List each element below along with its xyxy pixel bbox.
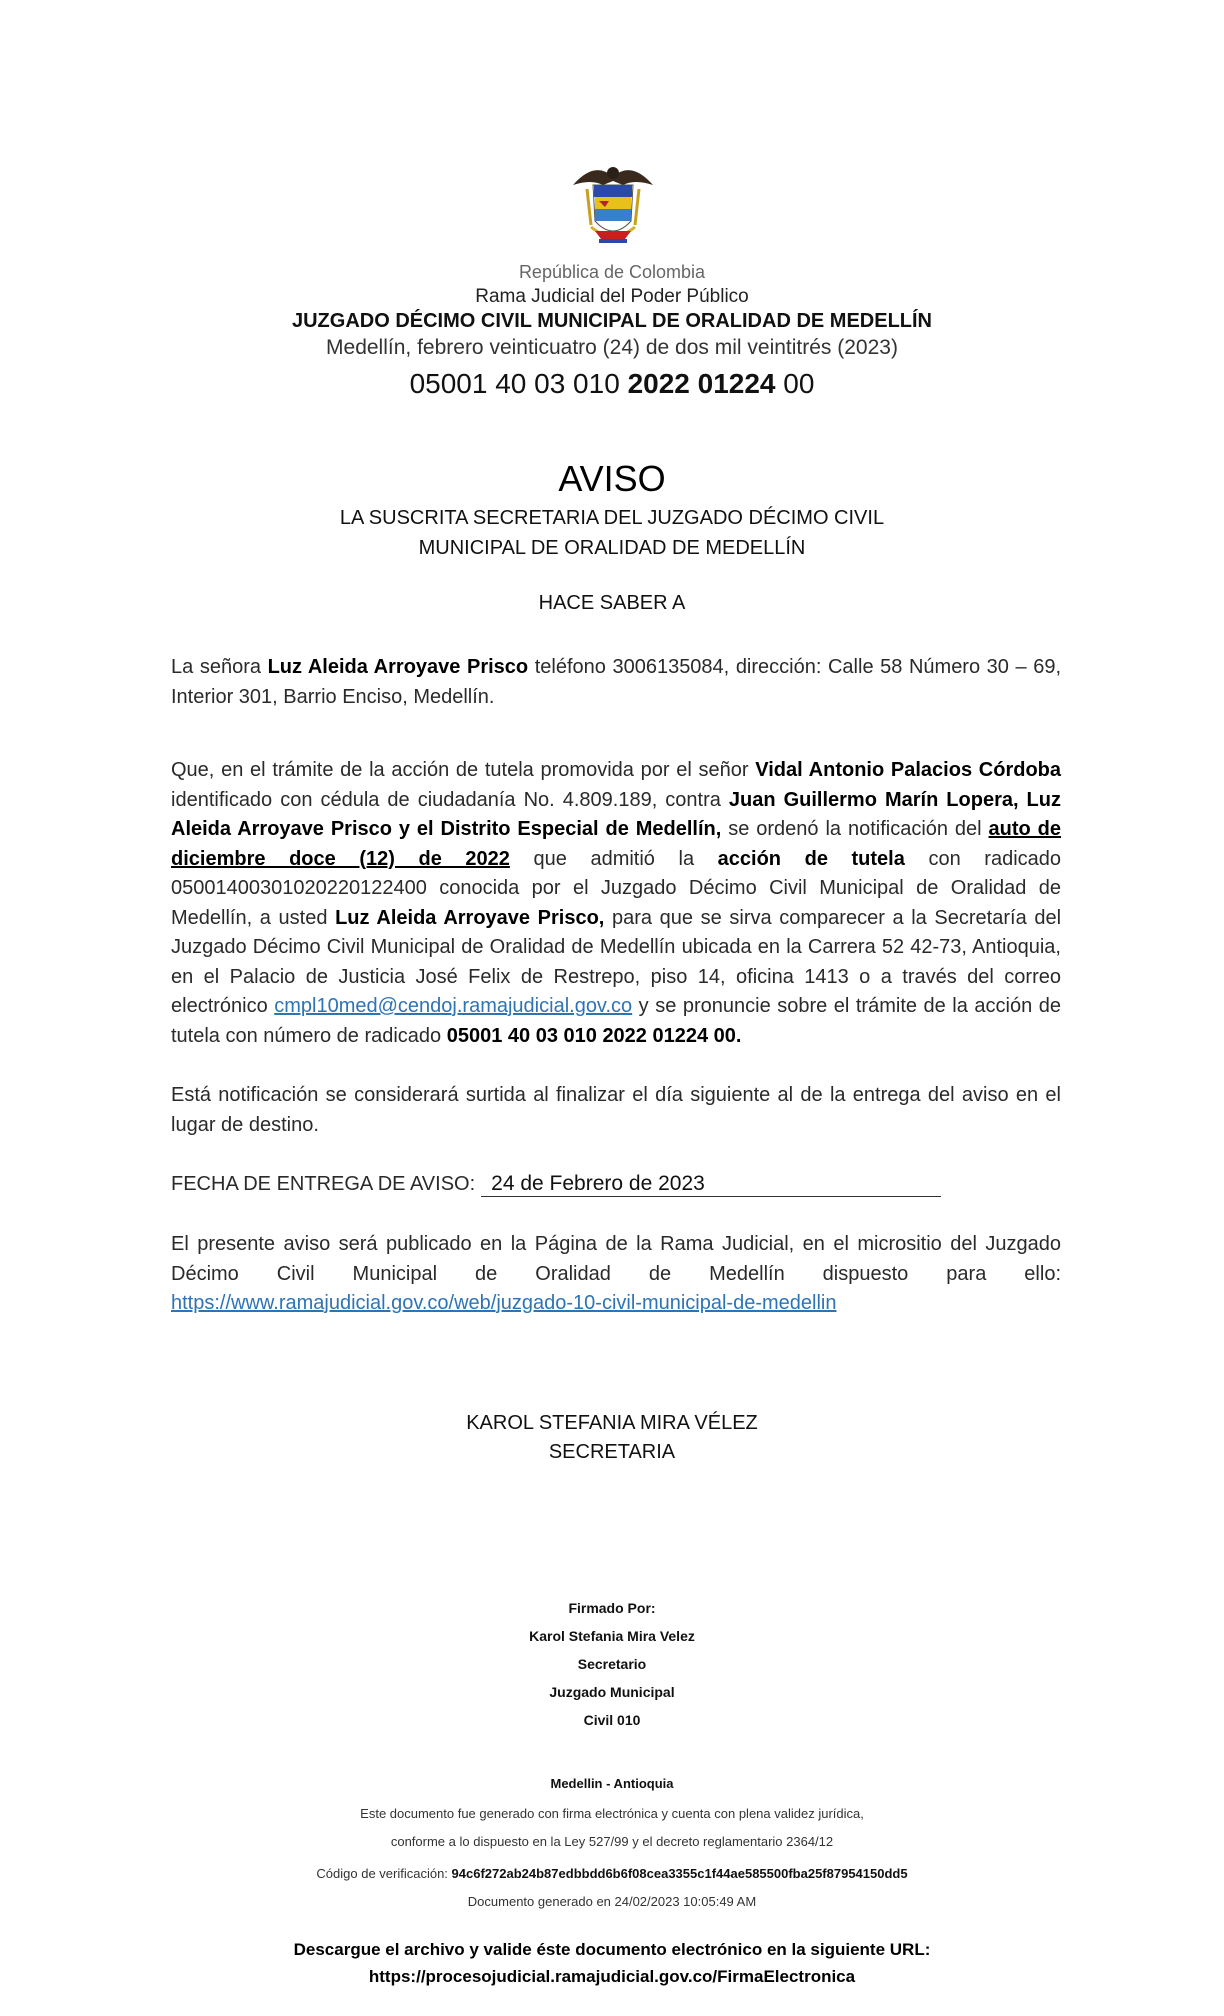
e-signer-court: Juzgado Municipal [549, 1684, 675, 1700]
verification-code: Código de verificación: 94c6f272ab24b87edbbdd6b6f08cea3355c1f44ae585500fba25f87954150dd5 [316, 1866, 908, 1881]
country-name: República de Colombia [518, 262, 706, 282]
document-title: AVISO [558, 458, 666, 499]
document-date: Medellín, febrero veinticuatro (24) de dos mil veintitrés (2023) [326, 336, 898, 359]
publication-paragraph: El presente aviso será publicado en la Página de la Rama Judicial, en el micrositio del Juzgado Décimo Civil Municipal de Oralidad de Medellín dispuesto para ello: https://www.ramajudicial.gov.co/web/juzgado-10-civil-municipal-de-medellin [171, 1233, 1061, 1314]
e-signer-name: Karol Stefania Mira Velez [529, 1628, 695, 1644]
delivery-date-value: 24 de Febrero de 2023 [481, 1172, 941, 1197]
e-signer-court-number: Civil 010 [583, 1712, 641, 1728]
signed-by-label: Firmado Por: [568, 1600, 656, 1616]
addressee-paragraph: La señora Luz Aleida Arroyave Prisco teléfono 3006135084, dirección: Calle 58 Número 30 – 69, Interior 301, Barrio Enciso, Medellín. [171, 656, 1061, 708]
delivery-date-label: FECHA DE ENTREGA DE AVISO: [171, 1173, 476, 1195]
court-email-link[interactable]: cmpl10med@cendoj.ramajudicial.gov.co [274, 995, 633, 1017]
validation-url[interactable]: https://procesojudicial.ramajudicial.gov.co/FirmaElectronica [368, 1967, 856, 1986]
court-name: JUZGADO DÉCIMO CIVIL MUNICIPAL DE ORALIDAD DE MEDELLÍN [291, 310, 933, 332]
e-signer-city: Medellin - Antioquia [550, 1776, 674, 1791]
signer-name: KAROL STEFANIA MIRA VÉLEZ [466, 1412, 758, 1434]
e-signer-role: Secretario [577, 1656, 647, 1672]
generated-timestamp: Documento generado en 24/02/2023 10:05:49 AM [467, 1894, 757, 1909]
case-number: 05001 40 03 010 2022 01224 00 [409, 368, 815, 399]
validity-note-2: conforme a lo dispuesto en la Ley 527/99 y el decreto reglamentario 2364/12 [390, 1834, 834, 1849]
download-instruction: Descargue el archivo y valide éste documento electrónico en la siguiente URL: [293, 1940, 931, 1959]
branch-name: Rama Judicial del Poder Público [475, 286, 749, 307]
colombia-coat-of-arms-icon [565, 155, 661, 255]
notification-note: Está notificación se considerará surtida al finalizar el día siguiente al de la entrega del aviso en el lugar de destino. [171, 1084, 1061, 1136]
microsite-link[interactable]: https://www.ramajudicial.gov.co/web/juzgado-10-civil-municipal-de-medellin [171, 1292, 837, 1314]
signer-role: SECRETARIA [548, 1441, 676, 1463]
document-subtitle: LA SUSCRITA SECRETARIA DEL JUZGADO DÉCIMO CIVIL MUNICIPAL DE ORALIDAD DE MEDELLÍN [339, 507, 885, 559]
hace-saber-heading: HACE SABER A [538, 592, 686, 614]
delivery-date-row [171, 1170, 1061, 1200]
validity-note-1: Este documento fue generado con firma electrónica y cuenta con plena validez jurídica, [360, 1806, 864, 1821]
notice-paragraph: Que, en el trámite de la acción de tutela promovida por el señor Vidal Antonio Palacios Córdoba identificado con cédula de ciudadanía No. 4.809.189, contra Juan Guillermo Marín Lopera, Luz Aleida Arroyave Prisco y el Distrito Especial de Medellín, se ordenó la notificación del auto de diciembre doce (12) de 2022 que admitió la acción de tutela con radicado 05001400301020220122400 conocida por el Juzgado Décimo Civil Municipal de Oralidad de Medellín, a usted Luz Aleida Arroyave Prisco, para que se sirva comparecer a la Secretaría del Juzgado Décimo Civil Municipal de Oralidad de Medellín ubicada en la Carrera 52 42-73, Antioquia, en el Palacio de Justicia José Felix de Restrepo, piso 14, oficina 1413 o a través del correo electrónico cmpl10med@cendoj.ramajudicial.gov.co y se pronuncie sobre el trámite de la acción de tutela con número de radicado 05001 40 03 010 2022 01224 00. [171, 759, 1062, 1047]
